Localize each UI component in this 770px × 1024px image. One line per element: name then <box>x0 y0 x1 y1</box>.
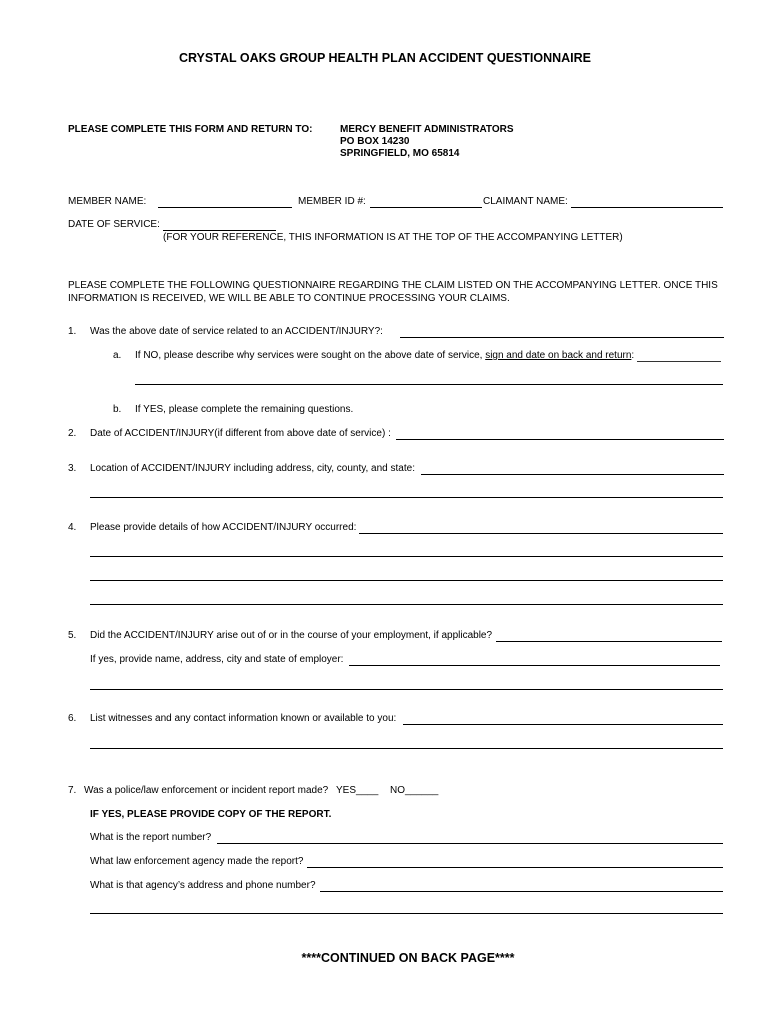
question-5-employer-answer[interactable] <box>349 652 720 666</box>
question-7-agency-text: What law enforcement agency made the report? <box>90 856 304 867</box>
question-4-answer[interactable] <box>359 520 723 534</box>
question-7-agency-address-text: What is that agency’s address and phone number? <box>90 880 316 891</box>
question-7-yes-option[interactable]: YES____ <box>336 785 379 796</box>
question-6-number: 6. <box>68 713 77 724</box>
question-4-number: 4. <box>68 522 77 533</box>
member-name-field[interactable] <box>158 194 292 208</box>
question-4-text: Please provide details of how ACCIDENT/INJURY occurred: <box>90 522 357 533</box>
question-5-employer-answer-line2[interactable] <box>90 676 723 690</box>
question-7-copy-note: IF YES, PLEASE PROVIDE COPY OF THE REPORT. <box>90 809 332 820</box>
question-7-agency-address-answer-line2[interactable] <box>90 900 723 914</box>
question-6-answer[interactable] <box>403 711 723 725</box>
question-1b-letter: b. <box>113 404 122 415</box>
question-1a-answer-line2[interactable] <box>135 371 723 385</box>
return-address-line2: PO BOX 14230 <box>340 136 410 147</box>
form-title: CRYSTAL OAKS GROUP HEALTH PLAN ACCIDENT QUESTIONNAIRE <box>178 51 592 65</box>
date-of-service-field[interactable] <box>163 217 276 231</box>
question-3-answer-line2[interactable] <box>90 484 723 498</box>
claimant-name-field[interactable] <box>571 194 723 208</box>
question-7-agency-answer[interactable] <box>307 854 723 868</box>
question-7-report-number-answer[interactable] <box>217 830 723 844</box>
question-4-answer-line3[interactable] <box>90 567 723 581</box>
question-4-answer-line2[interactable] <box>90 543 723 557</box>
instructions-paragraph: PLEASE COMPLETE THE FOLLOWING QUESTIONNAIRE REGARDING THE CLAIM LISTED ON THE ACCOMPANYING LETTER. ONCE THIS INFORMATION IS RECEIVED, WE WILL BE ABLE TO CONTINUE PROCESSING YOUR CLAIMS. <box>68 280 718 304</box>
return-to-label: PLEASE COMPLETE THIS FORM AND RETURN TO: <box>68 124 313 135</box>
question-5-employer-text: If yes, provide name, address, city and state of employer: <box>90 654 344 665</box>
question-7-report-number-text: What is the report number? <box>90 832 212 843</box>
question-2-text: Date of ACCIDENT/INJURY(if different from above date of service) : <box>90 428 391 439</box>
date-of-service-label: DATE OF SERVICE: <box>68 219 160 230</box>
question-5-number: 5. <box>68 630 77 641</box>
question-1-number: 1. <box>68 326 77 337</box>
member-id-field[interactable] <box>370 194 482 208</box>
question-2-number: 2. <box>68 428 77 439</box>
question-4-answer-line4[interactable] <box>90 591 723 605</box>
reference-note: (FOR YOUR REFERENCE, THIS INFORMATION IS AT THE TOP OF THE ACCOMPANYING LETTER) <box>163 232 623 243</box>
question-6-answer-line2[interactable] <box>90 735 723 749</box>
question-7-agency-address-answer[interactable] <box>320 878 723 892</box>
question-5-text: Did the ACCIDENT/INJURY arise out of or in the course of your employment, if applicable? <box>90 630 493 641</box>
question-7-text: Was a police/law enforcement or incident report made? <box>84 785 329 796</box>
question-7-number: 7. <box>68 785 77 796</box>
claimant-name-label: CLAIMANT NAME: <box>483 196 568 207</box>
member-id-label: MEMBER ID #: <box>298 196 366 207</box>
question-1b-text: If YES, please complete the remaining questions. <box>135 404 354 415</box>
question-1-text: Was the above date of service related to an ACCIDENT/INJURY?: <box>90 326 383 337</box>
question-3-number: 3. <box>68 463 77 474</box>
question-1a-letter: a. <box>113 350 122 361</box>
question-5-answer[interactable] <box>496 628 722 642</box>
continued-footer: ****CONTINUED ON BACK PAGE**** <box>301 951 515 965</box>
question-7-no-option[interactable]: NO______ <box>390 785 439 796</box>
question-1a-text: If NO, please describe why services were sought on the above date of service, sign and date on back and return: <box>135 350 635 361</box>
question-2-answer[interactable] <box>396 426 724 440</box>
member-name-label: MEMBER NAME: <box>68 196 147 207</box>
return-address-line3: SPRINGFIELD, MO 65814 <box>340 148 460 159</box>
question-1a-answer[interactable] <box>637 348 721 362</box>
return-address-line1: MERCY BENEFIT ADMINISTRATORS <box>340 124 514 135</box>
question-1-answer[interactable] <box>400 324 724 338</box>
question-6-text: List witnesses and any contact information known or available to you: <box>90 713 397 724</box>
question-3-answer[interactable] <box>421 461 724 475</box>
question-3-text: Location of ACCIDENT/INJURY including address, city, county, and state: <box>90 463 415 474</box>
